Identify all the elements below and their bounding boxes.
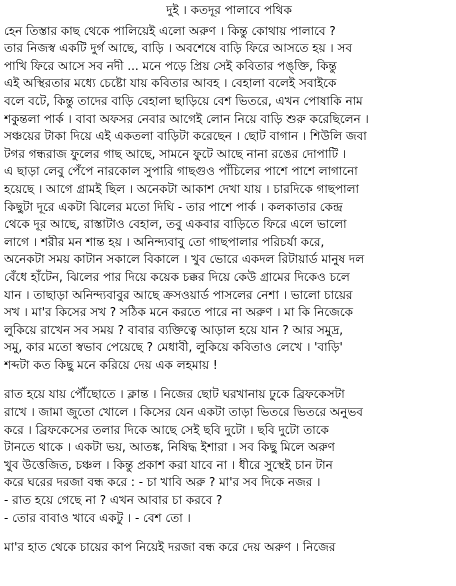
text-line: সমু, কার মতো স্বভাব পেয়েছে ? মেধাবী, লুকিয়ে কবিতাও লেখে । 'বাড়ি'	[4, 340, 343, 355]
text-line: রাখে । জামা জুতো খোলে । কিসের যেন একটা তাড়া ভিতরে ভিতরে অনুভব	[4, 405, 363, 420]
text-line: টগর গন্ধরাজ ফুলের গাছ আছে, সামনে ফুটে আছে নানা রঙের দোপাটি ।	[4, 146, 347, 161]
document-page	[4, 2, 454, 557]
text-line: পাখি ফিরে আসে সব নদী ... মনে পড়ে প্রিয় সেই কবিতার পঙ্‌ক্তি, কিন্তু	[4, 58, 337, 73]
text-line: মা'র হাত থেকে চায়ের কাপ নিয়েই দরজা বন্ধ করে দেয় অরুণ । নিজের	[4, 540, 336, 555]
text-line: থেকে দূর আছে, রাস্তাটাও বেহাল, তবু একবার বাড়িতে ফিরে এলে ভালো	[4, 217, 347, 232]
text-line: তার নিজস্ব একটি দুর্গ আছে, বাড়ি । অবশেষে বাড়ি ফিরে আসতে হয় । সব	[4, 41, 353, 56]
text-line: শকুন্তলা পার্ক । বাবা অফসর নেবার আগেই লোন নিয়ে বাড়ি শুরু করেছিলেন ।	[4, 111, 369, 126]
chapter-title: দুই । কতদূর পালাবে পথিক	[166, 3, 292, 17]
text-line: লুকিয়ে রাখেন সব সময় ? বাবার ব্যক্তিত্বে আড়াল হয়ে যান ? আর সমুদ্র,	[4, 322, 344, 337]
text-line: টানতে থাকে । একটা ভয়, আতঙ্ক, নিষিদ্ধ ইশারা । সব কিছু মিলে অরুণ	[4, 440, 335, 455]
text-line: অনেকটা সময় কাটান সকালে বিকালে । খুব ভোরে একদল রিটায়ার্ড মানুষ দল	[4, 252, 365, 267]
text-line: সখ । মা'র কিসের সখ ? সঠিক মনে করতে পারে না অরুণ । মা কি নিজেকে	[4, 305, 353, 320]
text-line: বেঁধে হাঁটেন, ঝিলের পার দিয়ে কয়েক চক্কর দিয়ে কেউ গ্রামের দিকেও চলে	[4, 269, 350, 284]
text-line: হয়েছে । আগে গ্রামই ছিল । অনেকটা আকাশ দেখা যায় । চারদিকে গাছপালা	[4, 181, 359, 196]
document-body	[4, 23, 454, 557]
paragraph	[4, 386, 454, 527]
text-line: লাগে । শরীর মন শান্ত হয় । অনিন্দ্যবাবু তো গাছপালার পরিচর্যা করে,	[4, 234, 325, 249]
text-line: হেন তিস্তার কাছ থেকে পালিয়েই এলো অরুণ । কিন্তু কোথায় পালাবে ?	[4, 23, 336, 38]
text-line: - রাত হয়ে গেছে না ? এখন আবার চা করবে ?	[4, 493, 223, 508]
text-line: করে । ব্রিফকেসের তলার দিকে আছে সেই ছবি দুটো । ছবি দুটো তাকে	[4, 422, 329, 437]
paragraph	[4, 23, 454, 375]
text-line: বলে বটে, কিন্তু তাদের বাড়ি বেহালা ছাড়িয়ে বেশ ভিতরে, এখন পোষাকি নাম	[4, 93, 363, 108]
text-line: - তোর বাবাও খাবে একটু । - বেশ তো ।	[4, 510, 191, 525]
paragraph	[4, 539, 454, 557]
text-line: সঞ্চয়ের টাকা দিয়ে এই একতলা বাড়িটা করেছেন । ছোট বাগান । শিউলি জবা	[4, 129, 367, 144]
text-line: কিছুটা দূরে একটা ঝিলের মতো দিঘি - তার পাশে পার্ক । কলকাতার কেন্দ্র	[4, 199, 343, 214]
text-line: শব্দটা কত কিছু মনে করিয়ে দেয় এক লহমায় !	[4, 357, 218, 372]
text-line: রাত হয়ে যায় পৌঁছোতে । ক্লান্ত । নিজের ছোট ঘরখানায় ঢুকে ব্রিফকেসটা	[4, 387, 345, 402]
text-line: যান । তাছাড়া অনিন্দ্যবাবুর আছে ক্রসওয়ার্ড পাসলের নেশা । ভালো চায়ের	[4, 287, 353, 302]
text-line: এ ছাড়া লেবু পেঁপে নারকোল সুপারি গাছগুও পাঁচিলের পাশে পাশে লাগানো	[4, 164, 358, 179]
text-line: এই অস্থিরতার মধ্যে চেষ্টো যায় কবিতার আবহ । বেহালা বলেই সবাইকে	[4, 76, 337, 91]
text-line: খুব উত্তেজিত, চঞ্চল । কিন্তু প্রকাশ করা যাবে না । ধীরে সুস্থেই চান টান	[4, 457, 333, 472]
text-line: করে ঘরের দরজা বন্ধ করে : - চা খাবি অরু ? মা'র সব দিকে নজর ।	[4, 475, 321, 490]
